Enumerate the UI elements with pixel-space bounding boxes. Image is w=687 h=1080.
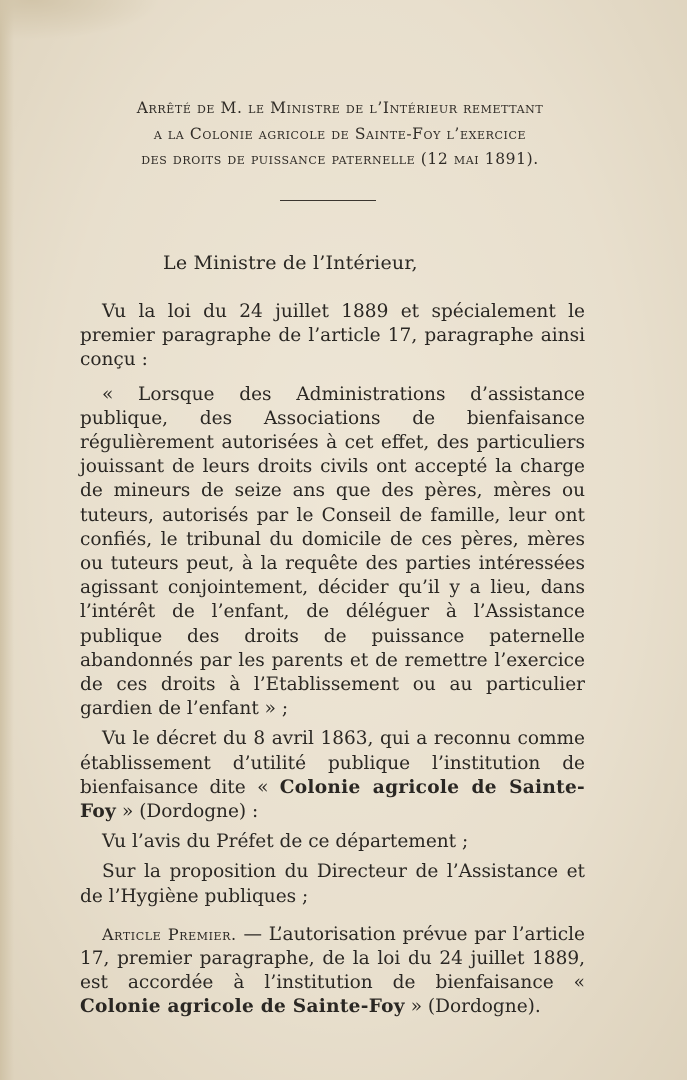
page-stain — [0, 0, 160, 40]
salutation: Le Ministre de l’Intérieur, — [163, 252, 418, 274]
institution-name: Colonie agricole de Sainte-Foy — [80, 776, 585, 823]
decree-text-end: » (Dordogne) : — [116, 801, 259, 823]
decree-text: Vu le décret du 8 avril 1863, qui a reconnu comme établissement d’utilité publique l’institution de bienfaisance dite « — [80, 728, 585, 798]
document-heading — [70, 96, 610, 173]
paragraph-proposal: Sur la proposition du Directeur de l’Assistance et de l’Hygiène publiques ; — [80, 861, 585, 907]
heading-line-1: Arrêté de M. le Ministre de l’Intérieur remettant — [136, 99, 544, 117]
paragraph-prefect-opinion: Vu l’avis du Préfet de ce département ; — [102, 831, 469, 853]
heading-line-3: des droits de puissance paternelle (12 mai 1891). — [141, 150, 539, 168]
document-body — [80, 300, 585, 1020]
section-divider — [280, 200, 376, 201]
article-text: — L’autorisation prévue par l’article 17, premier paragraphe, de la loi du 24 juillet 1889, est accordée à l’institution de bienfaisance « — [80, 923, 585, 994]
paragraph-law-reference: Vu la loi du 24 juillet 1889 et spécialement le premier paragraphe de l’article 17, paragraphe ainsi conçu : — [80, 301, 585, 371]
paragraph-article-premier — [80, 923, 585, 1020]
paragraph-decree — [80, 727, 585, 824]
institution-name-article: Colonie agricole de Sainte-Foy — [80, 996, 405, 1018]
article-label: Article Premier. — [102, 924, 237, 944]
paragraph-quoted-article: « Lorsque des Administrations d’assistance publique, des Associations de bienfaisance régulièrement autorisées à cet effet, des particuliers jouissant de leurs droits civils ont accepté la charge de mineurs de seize ans que des pères, mères ou tuteurs, autorisés par le Conseil de famille, leur ont confiés, le tribunal du domicile de ces pères, mères ou tuteurs peut, à la requête des parties intéressées agissant conjointement, décider qu’il y a lieu, dans l’intérêt de l’enfant, de déléguer à l’Assistance publique des droits de puissance paternelle abandonnés par les parents et de remettre l’exercice de ces droits à l’Etablissement ou au particulier gardien de l’enfant » ; — [80, 383, 585, 720]
page-edge-shadow — [0, 0, 14, 1080]
article-text-end: » (Dordogne). — [404, 996, 541, 1018]
heading-line-2: a la Colonie agricole de Sainte-Foy l’exercice — [153, 124, 527, 143]
